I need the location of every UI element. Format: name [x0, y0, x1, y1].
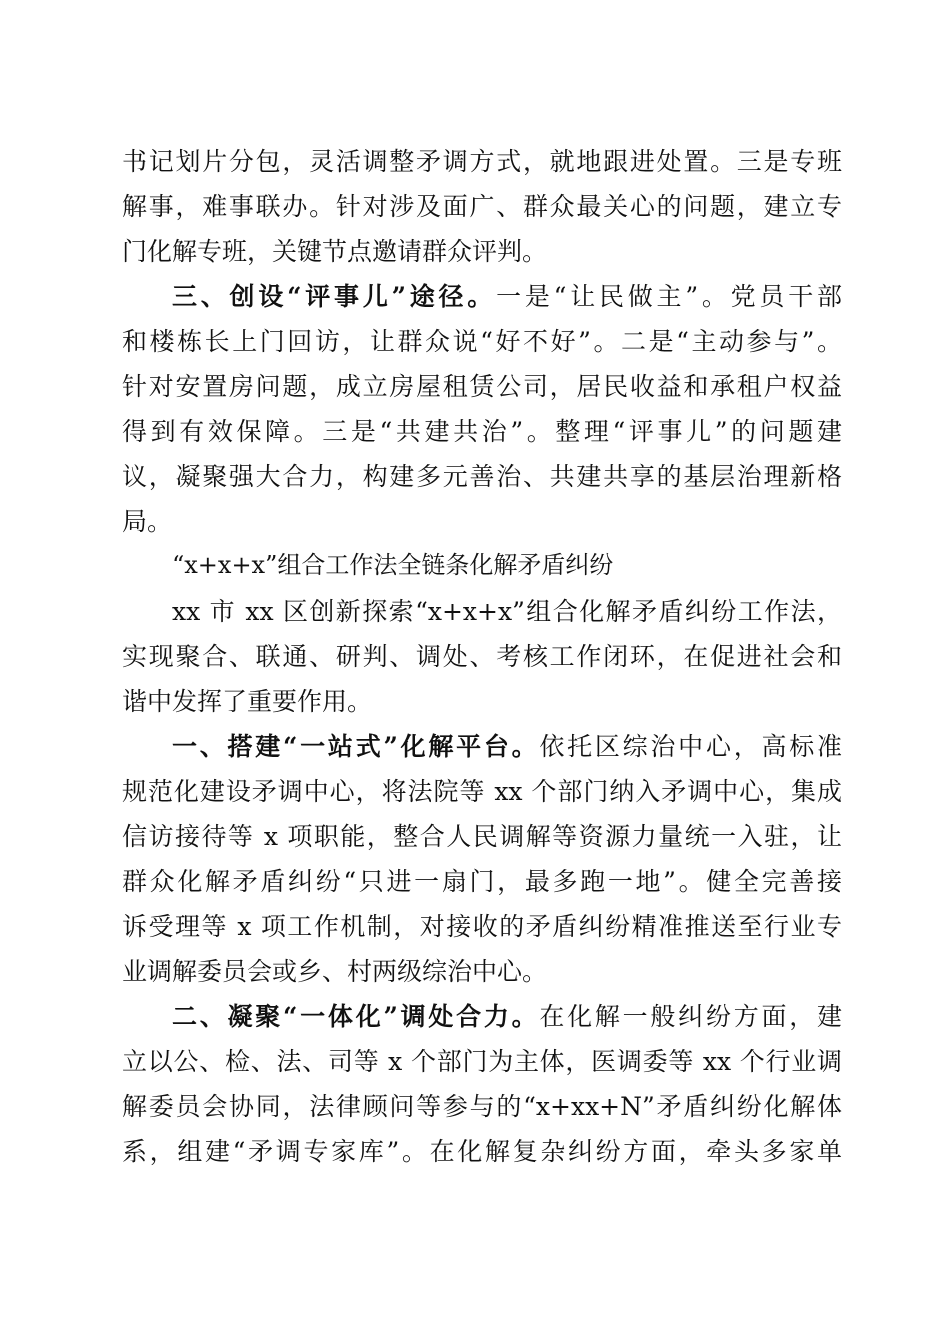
paragraph-2-line-3: 针对安置房问题，成立房屋租赁公司，居民收益和承租户权益 — [122, 372, 842, 401]
paragraph-4-first-text: 依托区综治中心，高标准 — [539, 732, 842, 761]
paragraph-1-line-3: 门化解专班，关键节点邀请群众评判。 — [122, 237, 548, 266]
paragraph-2-line-4: 得到有效保障。三是“共建共治”。整理“评事儿”的问题建 — [122, 417, 842, 446]
paragraph-4-line-2: 规范化建设矛调中心，将法院等 xx 个部门纳入矛调中心，集成 — [122, 777, 842, 806]
section-heading-1: 一、搭建“一站式”化解平台。 — [172, 732, 540, 761]
paragraph-4-line-5: 诉受理等 x 项工作机制，对接收的矛盾纠纷精准推送至行业专 — [122, 912, 842, 941]
paragraph-4-line-1 — [172, 727, 842, 767]
paragraph-3-line-3: 谐中发挥了重要作用。 — [122, 687, 373, 716]
paragraph-1-line-2: 解事，难事联办。针对涉及面广、群众最关心的问题，建立专 — [122, 192, 842, 221]
paragraph-4-line-6: 业调解委员会或乡、村两级综治中心。 — [122, 957, 548, 986]
paragraph-5-line-3: 解委员会协同，法律顾问等参与的“x+xx+N”矛盾纠纷化解体 — [122, 1092, 842, 1121]
paragraph-5-line-2: 立以公、检、法、司等 x 个部门为主体，医调委等 xx 个行业调 — [122, 1047, 842, 1076]
paragraph-5-line-4: 系，组建“矛调专家库”。在化解复杂纠纷方面，牵头多家单 — [122, 1137, 842, 1166]
paragraph-5-line-1 — [172, 997, 842, 1037]
paragraph-2-first-text: 一是“让民做主”。党员干部 — [496, 282, 842, 311]
paragraph-2-line-6: 局。 — [122, 507, 173, 536]
paragraph-3-line-1: xx 市 xx 区创新探索“x+x+x”组合化解矛盾纠纷工作法， — [172, 597, 842, 626]
paragraph-4-line-4: 群众化解矛盾纠纷“只进一扇门，最多跑一地”。健全完善接 — [122, 867, 842, 896]
paragraph-4-line-3: 信访接待等 x 项职能，整合人民调解等资源力量统一入驻，让 — [122, 822, 842, 851]
paragraph-2-line-5: 议，凝聚强大合力，构建多元善治、共建共享的基层治理新格 — [122, 462, 842, 491]
article-title: “x+x+x”组合工作法全链条化解矛盾纠纷 — [172, 551, 614, 579]
paragraph-5-first-text: 在化解一般纠纷方面，建 — [539, 1002, 842, 1031]
paragraph-2-line-1 — [172, 277, 842, 317]
section-heading-3: 三、创设“评事儿”途径。 — [172, 282, 497, 311]
paragraph-1-line-1: 书记划片分包，灵活调整矛调方式，就地跟进处置。三是专班 — [122, 147, 842, 176]
paragraph-3-line-2: 实现聚合、联通、研判、调处、考核工作闭环，在促进社会和 — [122, 642, 842, 671]
section-heading-2: 二、凝聚“一体化”调处合力。 — [172, 1002, 540, 1031]
paragraph-2-line-2: 和楼栋长上门回访，让群众说“好不好”。二是“主动参与”。 — [122, 327, 842, 356]
